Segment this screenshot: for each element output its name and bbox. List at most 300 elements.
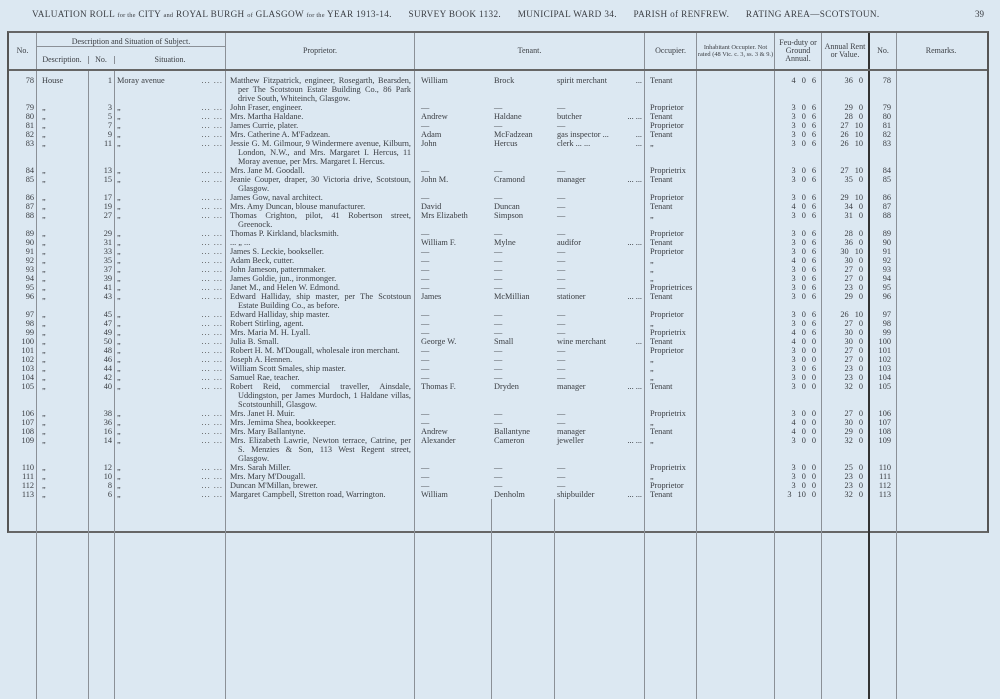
proprietor-text: Mrs. Elizabeth Lawrie, Newton terrace, Catrine, per S. Menzies & Son, 113 West Regent street, Glasgow. [230,436,411,463]
valuation-table [7,31,989,533]
leader-dots: ... ... [201,472,223,481]
proprietor [226,229,415,238]
situation [115,328,226,337]
proprietor [226,355,415,364]
leader-dots: ... [635,76,642,85]
empty-cell [9,499,37,699]
situation [115,166,226,175]
annual-rent-amount: 26 [840,130,849,139]
occupation-text: — [557,229,566,238]
situation-text: „ [117,256,121,265]
tenant-occupation [555,193,645,202]
remarks [897,382,985,409]
empty-cell [415,499,492,699]
tenant-first-name: — [421,310,430,319]
occupation-text: — [557,463,566,472]
table-row [9,310,987,319]
annual-rent [822,193,870,202]
feu-duty [775,382,822,409]
leader-dots: ... ... [201,328,223,337]
annual-rent [822,472,870,481]
occupation-text: — [557,418,566,427]
row-number-right: 94 [870,274,897,283]
proprietor [226,256,415,265]
tenant-occupation [555,355,645,364]
row-number-right: 78 [870,71,897,103]
feu-duty-amount: 0 [801,76,806,85]
feu-duty-amount: 6 [811,193,816,202]
feu-duty [775,436,822,463]
annual-rent-amount: 0 [858,292,863,301]
col-group-description [37,33,226,69]
feu-duty-amount: 0 [811,418,816,427]
proprietor [226,202,415,211]
feu-duty-amount: 0 [801,382,806,391]
house-number: 8 [89,481,115,490]
annual-rent [822,310,870,319]
proprietor [226,337,415,346]
leader-dots: ... ... [201,247,223,256]
remarks [897,319,985,328]
tenant-first-name: William [421,76,448,85]
feu-duty [775,166,822,175]
col-description-group: Description and Situation of Subject. [37,38,226,47]
tenant-first-name: Andrew [421,112,448,121]
feu-duty-amount: 6 [811,139,816,148]
empty-cell [697,499,775,699]
inhabitant-occupier [697,373,775,382]
house-number: 5 [89,112,115,121]
annual-rent [822,337,870,346]
description: „ [37,337,89,346]
col-no: No. [9,33,37,69]
inhabitant-occupier [697,283,775,292]
situation [115,463,226,472]
tenant-occupation [555,481,645,490]
row-number-right: 101 [870,346,897,355]
feu-duty-amount: 6 [811,319,816,328]
occupier: „ [645,355,697,364]
proprietor-text: ... „ ... [230,238,251,247]
description: „ [37,247,89,256]
occupier: Proprietrix [645,463,697,472]
feu-duty [775,256,822,265]
situation [115,71,226,103]
situation [115,355,226,364]
annual-rent-amount: 0 [858,175,863,184]
tenant-surname: — [494,229,503,238]
row-number-right: 92 [870,256,897,265]
occupier: Tenant [645,202,697,211]
annual-rent [822,274,870,283]
annual-rent-amount: 30 [844,418,853,427]
table-row [9,382,987,409]
annual-rent-amount: 35 [844,175,853,184]
feu-duty [775,355,822,364]
annual-rent-amount: 0 [858,490,863,499]
annual-rent [822,319,870,328]
house-number: 47 [89,319,115,328]
remarks [897,310,985,319]
tenant-surname: — [494,247,503,256]
feu-duty-amount: 6 [811,229,816,238]
row-number: 86 [9,193,37,202]
leader-dots: ... ... [201,382,223,391]
inhabitant-occupier [697,409,775,418]
row-number: 105 [9,382,37,409]
description: „ [37,373,89,382]
proprietor-text: Mrs. Amy Duncan, blouse manufacturer. [230,202,366,211]
row-number-right: 87 [870,202,897,211]
situation [115,409,226,418]
feu-duty-amount: 0 [801,265,806,274]
feu-duty [775,130,822,139]
feu-duty-amount: 6 [811,265,816,274]
feu-duty-amount: 6 [811,364,816,373]
proprietor [226,193,415,202]
annual-rent-amount: 0 [858,112,863,121]
proprietor-text: John Jameson, patternmaker. [230,265,326,274]
annual-rent [822,229,870,238]
description: House [37,71,89,103]
proprietor-text: Samuel Rae, teacher. [230,373,300,382]
inhabitant-occupier [697,274,775,283]
feu-duty-amount: 3 [791,292,796,301]
feu-duty [775,292,822,310]
feu-duty-amount: 6 [811,310,816,319]
occupation-text: — [557,256,566,265]
inhabitant-occupier [697,382,775,409]
tenant-occupation [555,283,645,292]
tenant-occupation [555,382,645,409]
proprietor [226,211,415,229]
row-number-right: 113 [870,490,897,499]
situation [115,256,226,265]
parish: PARISH of RENFREW. [633,9,730,19]
tenant-first-name: — [421,463,430,472]
occupation-text: audifor [557,238,581,247]
occupier: Proprietor [645,103,697,112]
row-number: 100 [9,337,37,346]
annual-rent [822,292,870,310]
situation [115,436,226,463]
house-number: 27 [89,211,115,229]
feu-duty-amount: 3 [791,364,796,373]
occupation-text: — [557,283,566,292]
description: „ [37,463,89,472]
tenant-surname: — [494,193,503,202]
tenant-first-name: Thomas F. [421,382,456,391]
leader-dots: ... ... [201,292,223,301]
occupier: Tenant [645,175,697,193]
occupier: Proprietrix [645,166,697,175]
feu-duty [775,481,822,490]
tenant-first-name: — [421,346,430,355]
situation [115,337,226,346]
annual-rent-amount: 0 [858,274,863,283]
feu-duty-amount: 0 [801,409,806,418]
remarks [897,436,985,463]
table-filler [9,499,987,699]
survey-book: SURVEY BOOK 1132. [408,9,502,19]
proprietor [226,346,415,355]
occupation-text: gas inspector ... [557,130,609,139]
inhabitant-occupier [697,490,775,499]
inhabitant-occupier [697,238,775,247]
feu-duty-amount: 3 [791,103,796,112]
situation-text: „ [117,247,121,256]
tenant-occupation [555,211,645,229]
proprietor-text: Duncan M'Millan, brewer. [230,481,318,490]
tenant-occupation [555,364,645,373]
feu-duty-amount: 0 [801,130,806,139]
tenant-first-name: Adam [421,130,442,139]
leader-dots: ... ... [201,490,223,499]
proprietor-text: Mrs. Mary M'Dougall. [230,472,306,481]
feu-duty-amount: 3 [791,346,796,355]
feu-duty-amount: 6 [811,112,816,121]
title-word: VALUATION ROLL [32,9,115,19]
leader-dots: ... ... [201,130,223,139]
house-number: 17 [89,193,115,202]
tenant-occupation [555,292,645,310]
table-row [9,211,987,229]
annual-rent-amount: 32 [844,490,853,499]
situation-text: „ [117,319,121,328]
occupation-text: — [557,346,566,355]
row-number-right: 84 [870,166,897,175]
annual-rent-amount: 10 [854,310,863,319]
tenant-occupation [555,373,645,382]
annual-rent-amount: 28 [844,229,853,238]
situation-text: „ [117,481,121,490]
description: „ [37,409,89,418]
row-number: 81 [9,121,37,130]
occupier: Proprietor [645,310,697,319]
annual-rent-amount: 10 [854,139,863,148]
annual-rent-amount: 29 [840,193,849,202]
feu-duty [775,310,822,319]
annual-rent-amount: 0 [858,238,863,247]
situation-text: „ [117,490,121,499]
feu-duty-amount: 0 [801,112,806,121]
proprietor [226,139,415,166]
occupier: Tenant [645,337,697,346]
row-number: 88 [9,211,37,229]
occupier: „ [645,319,697,328]
table-row [9,337,987,346]
table-row [9,247,987,256]
inhabitant-occupier [697,472,775,481]
feu-duty-amount: 6 [811,283,816,292]
annual-rent [822,382,870,409]
annual-rent-amount: 36 [844,76,853,85]
inhabitant-occupier [697,310,775,319]
row-number-right: 93 [870,265,897,274]
table-row [9,481,987,490]
description: „ [37,292,89,310]
description: „ [37,418,89,427]
tenant-occupation [555,166,645,175]
situation [115,238,226,247]
empty-cell [37,499,89,699]
feu-duty-amount: 6 [811,103,816,112]
remarks [897,71,985,103]
annual-rent [822,175,870,193]
tenant-surname: — [494,418,503,427]
feu-duty [775,337,822,346]
tenant-occupation [555,310,645,319]
tenant-first-name: John M. [421,175,449,184]
situation [115,292,226,310]
feu-duty-amount: 0 [801,103,806,112]
feu-duty-amount: 6 [811,328,816,337]
proprietor-text: James Goldie, jun., ironmonger. [230,274,337,283]
occupier: „ [645,256,697,265]
table-row [9,472,987,481]
leader-dots: ... ... [201,265,223,274]
proprietor-text: Robert H. M. M'Dougall, wholesale iron merchant. [230,346,400,355]
feu-duty [775,274,822,283]
row-number: 98 [9,319,37,328]
annual-rent [822,256,870,265]
annual-rent [822,130,870,139]
annual-rent-amount: 23 [844,472,853,481]
row-number-right: 88 [870,211,897,229]
proprietor-text: Mrs. Jemima Shea, bookkeeper. [230,418,336,427]
title-word: GLASGOW [255,9,304,19]
tenant-surname: Small [494,337,514,346]
feu-duty-amount: 0 [801,274,806,283]
row-number-right: 81 [870,121,897,130]
situation-text: „ [117,337,121,346]
annual-rent-amount: 26 [840,310,849,319]
annual-rent [822,409,870,418]
situation [115,202,226,211]
annual-rent-amount: 10 [854,130,863,139]
annual-rent-amount: 34 [844,202,853,211]
tenant-first-name: — [421,472,430,481]
feu-duty-amount: 3 [791,283,796,292]
feu-duty-amount: 0 [801,337,806,346]
remarks [897,274,985,283]
feu-duty-amount: 3 [787,490,792,499]
situation [115,121,226,130]
tenant-occupation [555,202,645,211]
description: „ [37,121,89,130]
occupier: Tenant [645,130,697,139]
proprietor [226,409,415,418]
occupation-text: — [557,247,566,256]
row-number-right: 95 [870,283,897,292]
feu-duty-amount: 0 [801,238,806,247]
situation-text: Moray avenue [117,76,165,85]
inhabitant-occupier [697,202,775,211]
title-word: YEAR 1913-14. [327,9,392,19]
table-row [9,71,987,103]
col-feu-duty: Feu-duty or Ground Annual. [775,33,822,69]
row-number: 109 [9,436,37,463]
tenant-occupation [555,490,645,499]
description: „ [37,265,89,274]
feu-duty [775,265,822,274]
empty-cell [226,499,415,699]
table-row [9,265,987,274]
remarks [897,103,985,112]
table-row [9,139,987,166]
feu-duty [775,175,822,193]
inhabitant-occupier [697,319,775,328]
col-proprietor: Proprietor. [226,33,415,69]
feu-duty-amount: 0 [811,355,816,364]
feu-duty-amount: 0 [801,193,806,202]
tenant-occupation [555,427,645,436]
tenant-occupation [555,175,645,193]
occupation-text: butcher [557,112,582,121]
occupation-text: stationer [557,292,586,301]
feu-duty-amount: 3 [791,175,796,184]
row-number-right: 82 [870,130,897,139]
leader-dots: ... ... [201,337,223,346]
col-occupier: Occupier. [645,33,697,69]
occupier: „ [645,211,697,229]
feu-duty [775,139,822,166]
situation [115,229,226,238]
feu-duty [775,71,822,103]
description: „ [37,319,89,328]
row-number-right: 90 [870,238,897,247]
leader-dots: ... ... [201,427,223,436]
feu-duty-amount: 0 [801,373,806,382]
feu-duty [775,364,822,373]
occupier: „ [645,436,697,463]
description: „ [37,355,89,364]
situation-text: „ [117,283,121,292]
situation [115,472,226,481]
row-number: 87 [9,202,37,211]
tenant-surname: Ballantyne [494,427,530,436]
remarks [897,193,985,202]
feu-duty [775,247,822,256]
occupier: Tenant [645,382,697,409]
house-number: 9 [89,130,115,139]
occupation-text: — [557,274,566,283]
tenant-first-name: — [421,103,430,112]
description: „ [37,481,89,490]
tenant-surname: — [494,373,503,382]
row-number-right: 96 [870,292,897,310]
occupation-text: — [557,310,566,319]
tenant-first-name: — [421,229,430,238]
row-number-right: 102 [870,355,897,364]
remarks [897,121,985,130]
table-row [9,346,987,355]
house-number: 14 [89,436,115,463]
house-number: 13 [89,166,115,175]
feu-duty-amount: 0 [811,382,816,391]
occupation-text: — [557,103,566,112]
occupation-text: manager [557,382,586,391]
row-number: 78 [9,71,37,103]
col-inhabitant: Inhabitant Occupier. Not rated (48 Vic. c. 3, ss. 3 & 9.) [697,33,775,69]
proprietor-text: James Gow, naval architect. [230,193,323,202]
annual-rent-amount: 29 [844,103,853,112]
leader-dots: ... ... [201,175,223,184]
house-number: 19 [89,202,115,211]
inhabitant-occupier [697,346,775,355]
leader-dots: ... ... [627,175,642,184]
table-row [9,238,987,247]
